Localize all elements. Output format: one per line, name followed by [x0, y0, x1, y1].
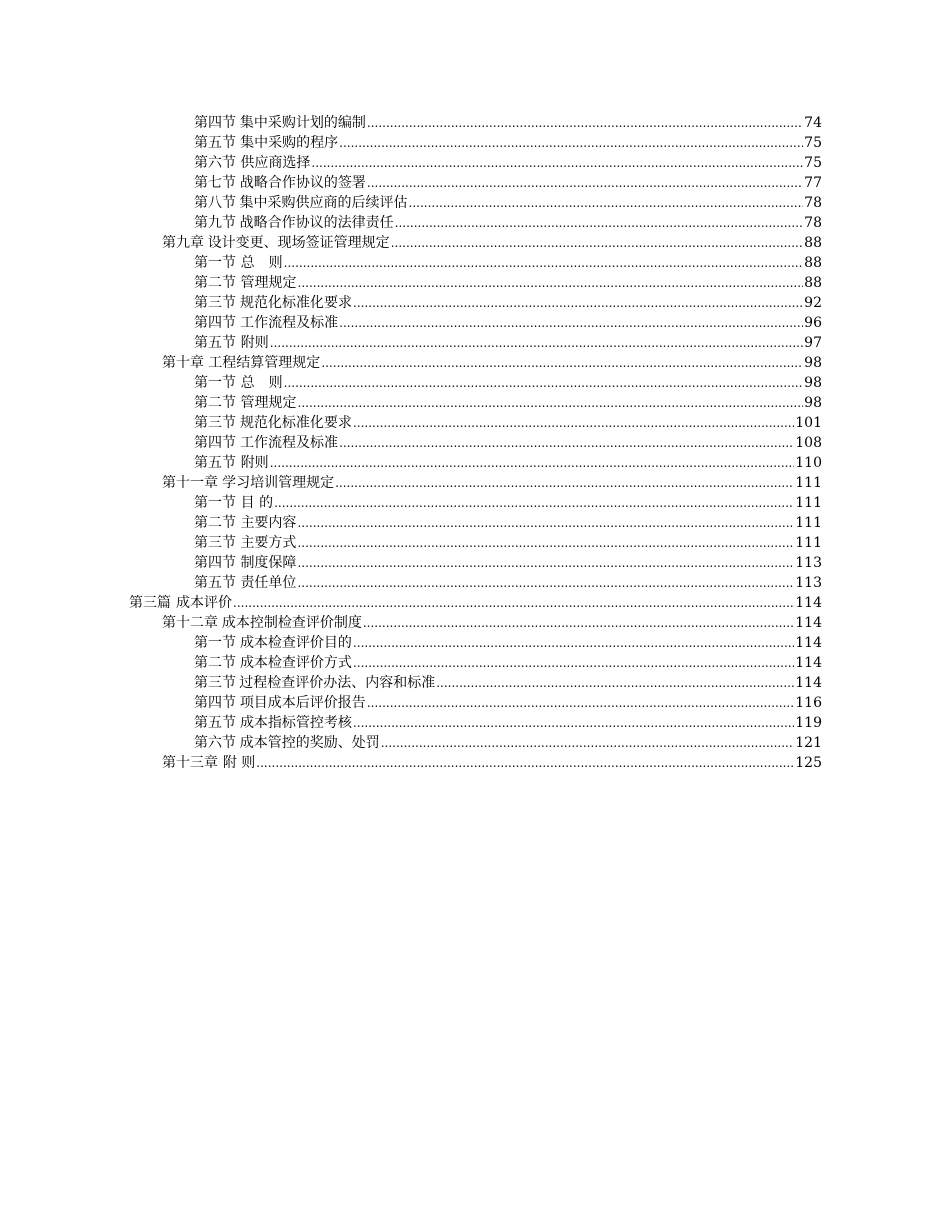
- toc-leader-dots: [256, 753, 794, 773]
- toc-entry-title: 成本指标管控考核: [239, 715, 352, 731]
- toc-entry[interactable]: [194, 213, 822, 233]
- toc-leader-dots: [353, 633, 794, 653]
- toc-leader-dots: [274, 493, 794, 513]
- toc-entry-page: 92: [804, 295, 822, 311]
- toc-entry-title: 成本检查评价目的: [239, 635, 352, 651]
- toc-leader-dots: [436, 673, 794, 693]
- toc-leader-dots: [233, 593, 794, 613]
- toc-entry[interactable]: [194, 513, 822, 533]
- toc-entry[interactable]: [194, 633, 822, 653]
- toc-entry-title: 总 则: [240, 375, 283, 391]
- toc-entry-title: 集中采购计划的编制: [239, 115, 366, 131]
- toc-entry[interactable]: [194, 653, 822, 673]
- toc-entry-number: 第四节: [194, 555, 236, 571]
- toc-leader-dots: [339, 433, 794, 453]
- toc-entry[interactable]: [194, 433, 822, 453]
- toc-leader-dots: [353, 713, 794, 733]
- toc-entry-number: 第五节: [194, 335, 236, 351]
- toc-entry[interactable]: [194, 313, 822, 333]
- toc-entry-title: 管理规定: [240, 275, 297, 291]
- toc-entry-page: 75: [804, 155, 822, 171]
- toc-entry-number: 第十二章: [162, 615, 218, 631]
- toc-entry-title: 成本评价: [176, 595, 233, 611]
- toc-entry-number: 第三节: [194, 295, 236, 311]
- toc-entry-page: 114: [795, 655, 822, 671]
- toc-entry-page: 110: [795, 455, 822, 471]
- toc-entry-title: 项目成本后评价报告: [239, 695, 366, 711]
- toc-entry-title: 集中采购的程序: [240, 135, 339, 151]
- toc-entry-number: 第三篇: [129, 595, 171, 611]
- toc-entry-page: 114: [795, 615, 822, 631]
- toc-leader-dots: [395, 213, 804, 233]
- toc-entry-number: 第五节: [194, 575, 236, 591]
- toc-entry-number: 第八节: [194, 195, 236, 211]
- toc-leader-dots: [339, 133, 803, 153]
- toc-entry-number: 第二节: [194, 275, 236, 291]
- toc-entry-page: 101: [795, 415, 822, 431]
- toc-leader-dots: [339, 313, 803, 333]
- toc-entry-title: 成本检查评价方式: [239, 655, 352, 671]
- toc-leader-dots: [298, 273, 804, 293]
- toc-entry[interactable]: [162, 233, 822, 253]
- toc-entry-number: 第十一章: [162, 475, 218, 491]
- toc-entry[interactable]: [194, 453, 822, 473]
- toc-entry-page: 111: [795, 515, 822, 531]
- toc-entry-title: 目 的: [240, 495, 274, 511]
- toc-leader-dots: [270, 333, 803, 353]
- toc-entry-page: 96: [804, 315, 822, 331]
- toc-entry-title: 管理规定: [240, 395, 297, 411]
- toc-leader-dots: [297, 533, 794, 553]
- toc-entry-title: 附则: [240, 335, 269, 351]
- toc-entry[interactable]: [194, 553, 822, 573]
- toc-leader-dots: [311, 153, 803, 173]
- toc-list: [0, 113, 822, 773]
- toc-entry-title: 主要方式: [240, 535, 297, 551]
- toc-leader-dots: [335, 473, 794, 493]
- toc-entry-number: 第十三章: [162, 755, 218, 771]
- toc-entry-page: 88: [804, 235, 822, 251]
- toc-entry-title: 制度保障: [240, 555, 297, 571]
- toc-leader-dots: [321, 353, 803, 373]
- toc-entry-title: 学习培训管理规定: [222, 475, 335, 491]
- toc-entry-number: 第四节: [194, 435, 236, 451]
- toc-entry[interactable]: [194, 733, 822, 753]
- toc-entry[interactable]: [162, 613, 822, 633]
- toc-entry-page: 111: [795, 475, 822, 491]
- toc-entry-page: 108: [795, 435, 822, 451]
- toc-entry-title: 总 则: [240, 255, 283, 271]
- toc-entry[interactable]: [194, 153, 822, 173]
- toc-entry-number: 第四节: [194, 115, 236, 131]
- toc-leader-dots: [284, 373, 804, 393]
- toc-entry-page: 116: [795, 695, 822, 711]
- toc-entry[interactable]: [194, 713, 822, 733]
- table-of-contents: [0, 113, 950, 773]
- toc-entry-page: 98: [804, 355, 822, 371]
- toc-entry-title: 供应商选择: [240, 155, 311, 171]
- toc-entry[interactable]: [194, 533, 822, 553]
- toc-entry[interactable]: [194, 493, 822, 513]
- toc-leader-dots: [298, 393, 804, 413]
- toc-entry-number: 第九章: [162, 235, 204, 251]
- toc-entry-title: 工作流程及标准: [240, 315, 339, 331]
- toc-leader-dots: [409, 193, 804, 213]
- toc-leader-dots: [297, 553, 794, 573]
- toc-entry-number: 第十章: [162, 355, 204, 371]
- toc-entry-page: 114: [795, 595, 822, 611]
- toc-leader-dots: [363, 613, 794, 633]
- toc-entry-number: 第九节: [194, 215, 236, 231]
- toc-leader-dots: [367, 173, 803, 193]
- toc-entry-page: 75: [804, 135, 822, 151]
- toc-entry-page: 114: [795, 675, 822, 691]
- toc-entry-page: 113: [795, 575, 822, 591]
- toc-entry-page: 78: [804, 195, 822, 211]
- toc-entry-number: 第一节: [194, 635, 236, 651]
- toc-entry-title: 主要内容: [240, 515, 297, 531]
- toc-entry[interactable]: [194, 133, 822, 153]
- toc-entry-number: 第三节: [194, 675, 236, 691]
- toc-entry[interactable]: [194, 253, 822, 273]
- toc-entry-page: 114: [795, 635, 822, 651]
- toc-entry-page: 97: [804, 335, 822, 351]
- toc-leader-dots: [367, 693, 794, 713]
- toc-entry-page: 113: [795, 555, 822, 571]
- toc-entry-page: 88: [804, 255, 822, 271]
- toc-entry[interactable]: [162, 473, 822, 493]
- toc-leader-dots: [391, 233, 803, 253]
- toc-entry-title: 工程结算管理规定: [208, 355, 321, 371]
- toc-entry-number: 第四节: [194, 695, 236, 711]
- toc-entry-page: 125: [795, 755, 822, 771]
- toc-entry-title: 附则: [240, 455, 269, 471]
- toc-entry-number: 第五节: [194, 715, 236, 731]
- toc-entry-title: 集中采购供应商的后续评估: [239, 195, 408, 211]
- toc-leader-dots: [353, 413, 794, 433]
- toc-entry-title: 成本管控的奖励、处罚: [239, 735, 380, 751]
- toc-entry-number: 第一节: [194, 255, 236, 271]
- toc-entry-title: 规范化标准化要求: [240, 295, 353, 311]
- toc-entry[interactable]: [194, 273, 822, 293]
- toc-entry-title: 战略合作协议的法律责任: [239, 215, 394, 231]
- toc-leader-dots: [297, 573, 794, 593]
- toc-entry[interactable]: [194, 573, 822, 593]
- toc-leader-dots: [353, 293, 803, 313]
- toc-entry-number: 第五节: [194, 455, 236, 471]
- toc-entry-title: 设计变更、现场签证管理规定: [207, 235, 390, 251]
- toc-entry-title: 过程检查评价办法、内容和标准: [239, 675, 436, 691]
- toc-entry[interactable]: [194, 293, 822, 313]
- toc-entry-number: 第五节: [194, 135, 236, 151]
- toc-entry-number: 第一节: [194, 495, 236, 511]
- toc-entry-number: 第六节: [194, 155, 236, 171]
- toc-entry[interactable]: [194, 373, 822, 393]
- toc-leader-dots: [381, 733, 795, 753]
- toc-leader-dots: [270, 453, 795, 473]
- toc-entry-number: 第一节: [194, 375, 236, 391]
- toc-entry[interactable]: [194, 393, 822, 413]
- toc-entry-title: 工作流程及标准: [240, 435, 339, 451]
- toc-entry-title: 战略合作协议的签署: [239, 175, 366, 191]
- toc-entry-title: 附 则: [222, 755, 256, 771]
- toc-entry-page: 121: [795, 735, 822, 751]
- toc-entry-number: 第四节: [194, 315, 236, 331]
- toc-entry-page: 111: [795, 535, 822, 551]
- toc-entry-number: 第七节: [194, 175, 236, 191]
- toc-entry[interactable]: [194, 173, 822, 193]
- toc-entry-title: 规范化标准化要求: [239, 415, 352, 431]
- toc-entry[interactable]: [162, 353, 822, 373]
- toc-entry-page: 119: [795, 715, 822, 731]
- toc-leader-dots: [367, 113, 803, 133]
- toc-entry-title: 成本控制检查评价制度: [221, 615, 362, 631]
- toc-entry[interactable]: [129, 593, 822, 613]
- toc-entry-number: 第三节: [194, 535, 236, 551]
- toc-entry[interactable]: [194, 333, 822, 353]
- toc-entry-number: 第二节: [194, 655, 236, 671]
- toc-entry[interactable]: [162, 753, 822, 773]
- toc-leader-dots: [284, 253, 804, 273]
- toc-entry-page: 111: [795, 495, 822, 511]
- toc-leader-dots: [353, 653, 794, 673]
- toc-entry-page: 98: [804, 375, 822, 391]
- toc-entry-number: 第三节: [194, 415, 236, 431]
- toc-entry-number: 第二节: [194, 395, 236, 411]
- toc-entry-title: 责任单位: [240, 575, 297, 591]
- toc-entry-page: 74: [804, 115, 822, 131]
- toc-entry[interactable]: [194, 693, 822, 713]
- toc-entry-number: 第六节: [194, 735, 236, 751]
- toc-entry[interactable]: [194, 113, 822, 133]
- toc-entry-page: 98: [804, 395, 822, 411]
- toc-entry-page: 77: [804, 175, 822, 191]
- toc-entry[interactable]: [194, 413, 822, 433]
- toc-entry-page: 78: [804, 215, 822, 231]
- toc-entry[interactable]: [194, 193, 822, 213]
- toc-entry[interactable]: [194, 673, 822, 693]
- toc-leader-dots: [297, 513, 794, 533]
- toc-entry-page: 88: [804, 275, 822, 291]
- toc-entry-number: 第二节: [194, 515, 236, 531]
